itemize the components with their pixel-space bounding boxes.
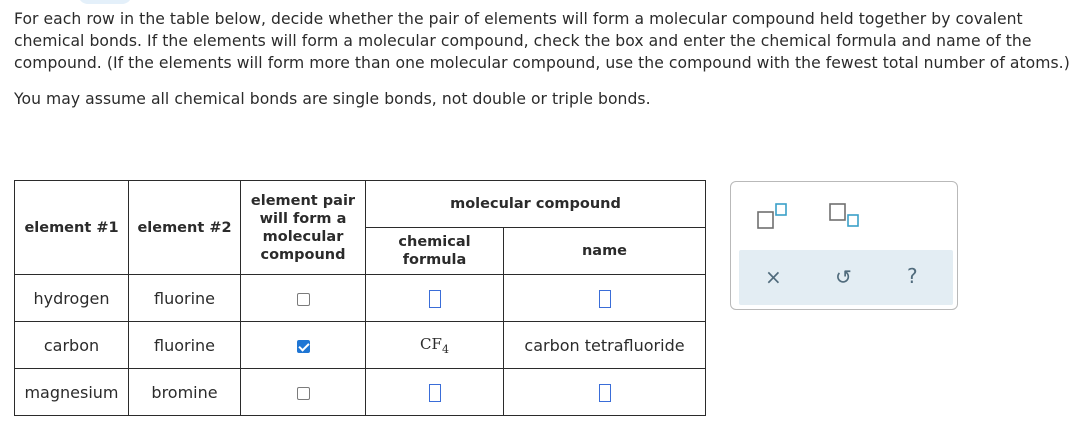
formula-input[interactable]	[429, 384, 441, 402]
palette-action-bar	[739, 250, 953, 305]
name-input[interactable]	[599, 290, 611, 308]
subscript-box-icon[interactable]	[829, 202, 865, 236]
element-1-cell: magnesium	[15, 369, 129, 416]
superscript-box-icon[interactable]	[757, 202, 793, 236]
formula-cell	[366, 369, 504, 416]
header-name: name	[504, 228, 706, 275]
formula-main: CF	[420, 335, 442, 353]
name-cell	[504, 369, 706, 416]
name-value[interactable]: carbon tetrafluoride	[504, 322, 706, 369]
element-1-cell: hydrogen	[15, 275, 129, 322]
math-palette	[730, 181, 958, 310]
header-chemical-formula: chemical formula	[366, 228, 504, 275]
undo-icon[interactable]: ↺	[835, 265, 852, 289]
formula-subscript: 4	[441, 343, 449, 356]
compound-table	[14, 180, 706, 416]
instructions	[14, 8, 1084, 110]
table-row	[15, 275, 706, 322]
formula-cell	[366, 275, 504, 322]
element-2-cell: fluorine	[129, 322, 241, 369]
element-2-cell: fluorine	[129, 275, 241, 322]
forms-compound-checkbox[interactable]	[297, 387, 310, 400]
table-row	[15, 369, 706, 416]
forms-compound-cell	[241, 369, 366, 416]
header-element-2: element #2	[129, 181, 241, 275]
table-row	[15, 322, 706, 369]
top-tab-decoration	[78, 0, 132, 4]
name-cell	[504, 275, 706, 322]
clear-icon[interactable]: ×	[765, 265, 782, 289]
forms-compound-cell	[241, 322, 366, 369]
formula-value[interactable]	[420, 335, 449, 356]
forms-compound-checkbox-checked[interactable]	[297, 340, 310, 353]
help-icon[interactable]: ?	[907, 264, 918, 288]
forms-compound-cell	[241, 275, 366, 322]
forms-compound-checkbox[interactable]	[297, 293, 310, 306]
name-input[interactable]	[599, 384, 611, 402]
header-forms-compound: element pair will form a molecular compound	[241, 181, 366, 275]
element-1-cell: carbon	[15, 322, 129, 369]
assumption-note: You may assume all chemical bonds are single bonds, not double or triple bonds.	[14, 90, 651, 108]
instructions-paragraph: For each row in the table below, decide whether the pair of elements will form a molecular compound held together by covalent chemical bonds. If the elements will form a molecular compound, check the box and enter the chemical formula and name of the compound. (If the elements will form more than one molecular compound, use the compound with the fewest total number of atoms.)	[14, 10, 1070, 72]
formula-input[interactable]	[429, 290, 441, 308]
header-element-1: element #1	[15, 181, 129, 275]
formula-cell[interactable]	[366, 322, 504, 369]
element-2-cell: bromine	[129, 369, 241, 416]
header-molecular-compound: molecular compound	[366, 181, 706, 228]
